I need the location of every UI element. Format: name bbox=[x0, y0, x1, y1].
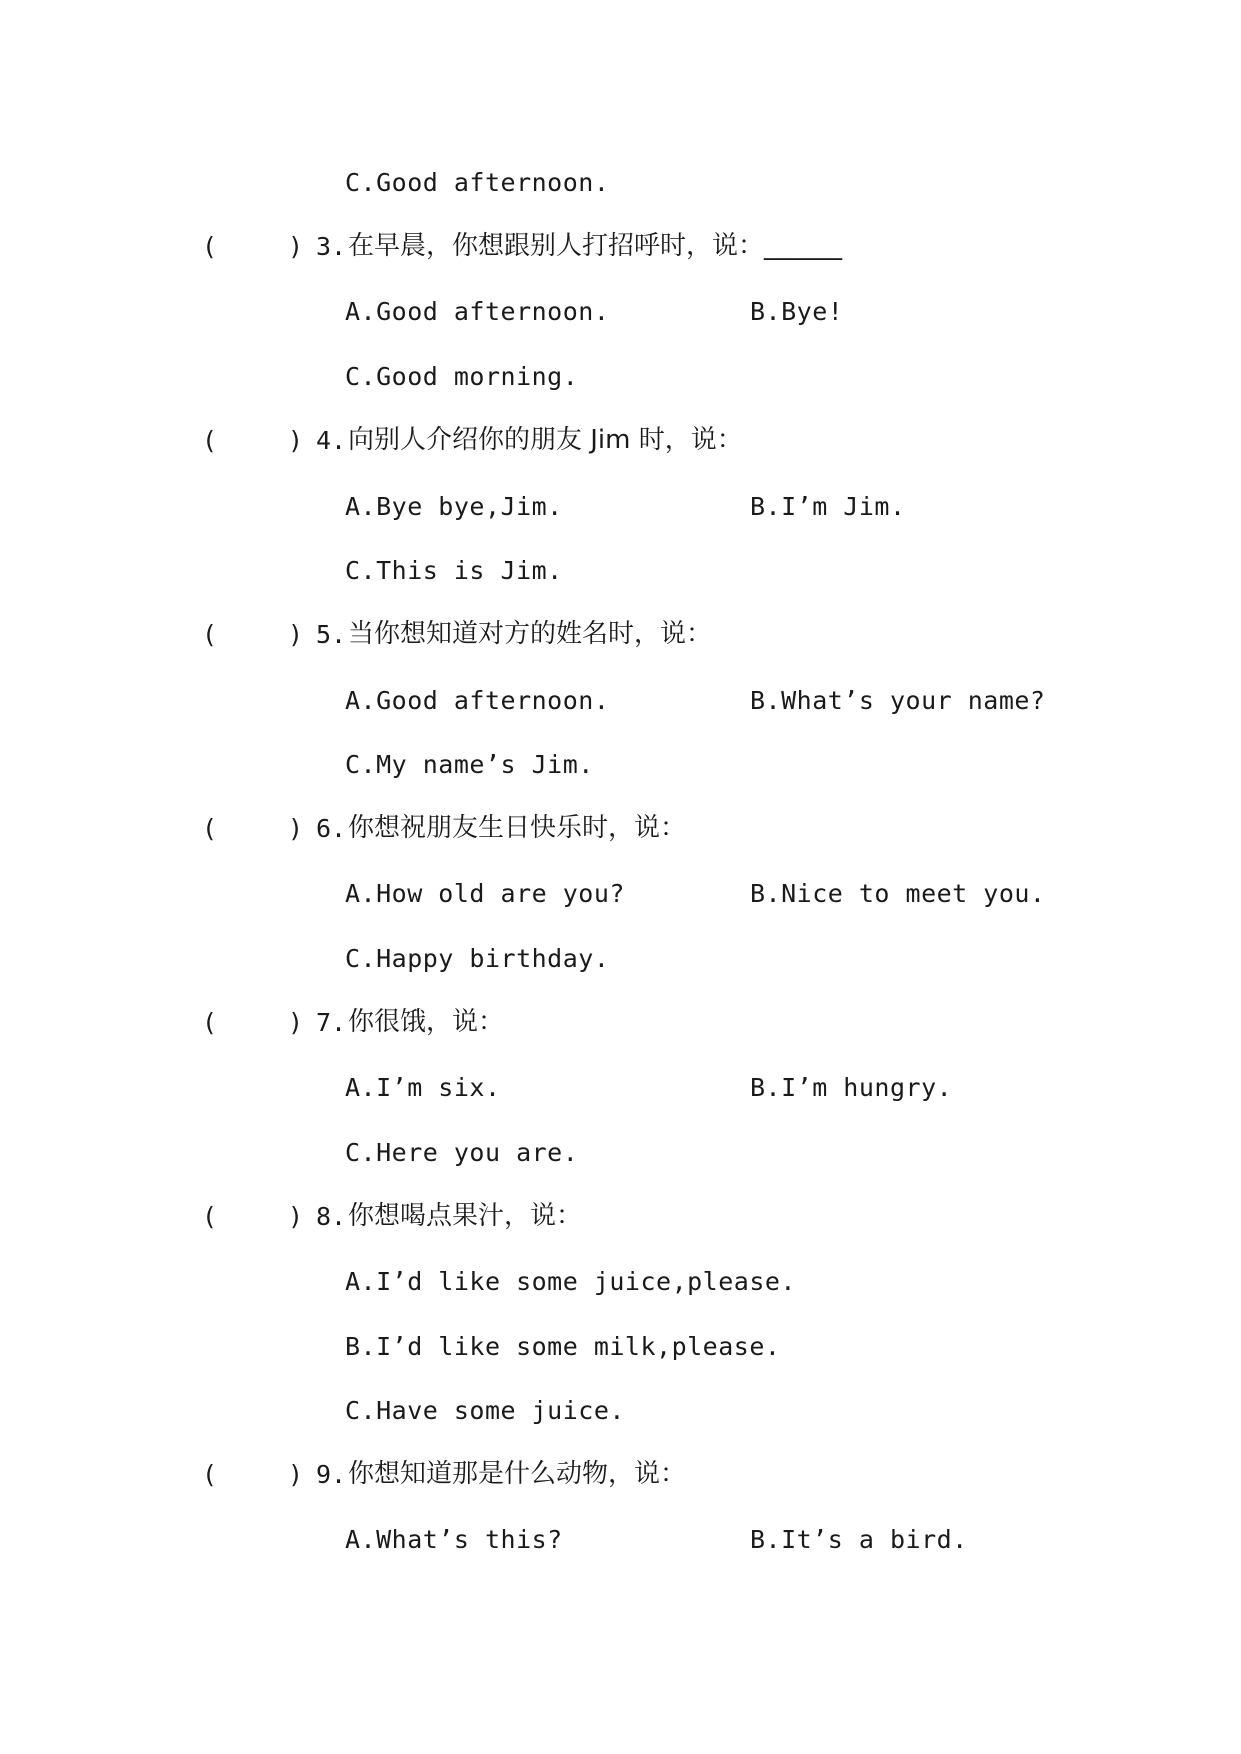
question-text: 你想知道那是什么动物，说： bbox=[348, 1459, 687, 1489]
answer-paren-open: ( bbox=[202, 1008, 218, 1037]
option-b: B.What’s your name? bbox=[750, 686, 1046, 715]
option-a: A.Good afternoon. bbox=[345, 297, 610, 326]
option-a: A.Good afternoon. bbox=[345, 686, 610, 715]
answer-paren-close: ) bbox=[288, 232, 304, 261]
option-b: B.I’m Jim. bbox=[750, 492, 906, 521]
option-a: A.Bye bye,Jim. bbox=[345, 492, 563, 521]
question-number: 5. bbox=[316, 620, 347, 649]
question-text: 在早晨，你想跟别人打招呼时，说：______ bbox=[348, 231, 843, 261]
question-text: 你想喝点果汁，说： bbox=[348, 1201, 583, 1231]
answer-paren-open: ( bbox=[202, 426, 218, 455]
question-number: 6. bbox=[316, 814, 347, 843]
answer-paren-close: ) bbox=[288, 1008, 304, 1037]
option-a: A.I’m six. bbox=[345, 1073, 501, 1102]
option-c: C.Happy birthday. bbox=[345, 944, 610, 973]
question-number: 9. bbox=[316, 1460, 347, 1489]
question-text: 你很饿，说： bbox=[348, 1007, 505, 1037]
option-c: C.Here you are. bbox=[345, 1138, 579, 1167]
option-b: B.Nice to meet you. bbox=[750, 879, 1046, 908]
question-text: 当你想知道对方的姓名时，说： bbox=[348, 619, 713, 649]
option-c: C.My name’s Jim. bbox=[345, 750, 594, 779]
question-text: 向别人介绍你的朋友 Jim 时，说： bbox=[348, 425, 743, 455]
answer-paren-open: ( bbox=[202, 1202, 218, 1231]
option-c: C.Have some juice. bbox=[345, 1396, 625, 1425]
question-number: 7. bbox=[316, 1008, 347, 1037]
answer-paren-close: ) bbox=[288, 620, 304, 649]
answer-paren-close: ) bbox=[288, 1202, 304, 1231]
q2-option-c: C.Good afternoon. bbox=[345, 168, 610, 197]
question-number: 3. bbox=[316, 232, 347, 261]
option-c: C.This is Jim. bbox=[345, 556, 563, 585]
answer-paren-close: ) bbox=[288, 814, 304, 843]
option-a: A.What’s this? bbox=[345, 1525, 563, 1554]
question-text: 你想祝朋友生日快乐时，说： bbox=[348, 813, 687, 843]
answer-paren-open: ( bbox=[202, 814, 218, 843]
option-b: B.I’m hungry. bbox=[750, 1073, 953, 1102]
answer-paren-open: ( bbox=[202, 232, 218, 261]
option-b: B.I’d like some milk,please. bbox=[345, 1332, 781, 1361]
answer-paren-open: ( bbox=[202, 620, 218, 649]
question-number: 4. bbox=[316, 426, 347, 455]
option-a: A.I’d like some juice,please. bbox=[345, 1267, 796, 1296]
option-b: B.It’s a bird. bbox=[750, 1525, 968, 1554]
option-c: C.Good morning. bbox=[345, 362, 579, 391]
answer-paren-open: ( bbox=[202, 1460, 218, 1489]
question-number: 8. bbox=[316, 1202, 347, 1231]
answer-paren-close: ) bbox=[288, 426, 304, 455]
option-b: B.Bye! bbox=[750, 297, 844, 326]
option-a: A.How old are you? bbox=[345, 879, 625, 908]
answer-paren-close: ) bbox=[288, 1460, 304, 1489]
